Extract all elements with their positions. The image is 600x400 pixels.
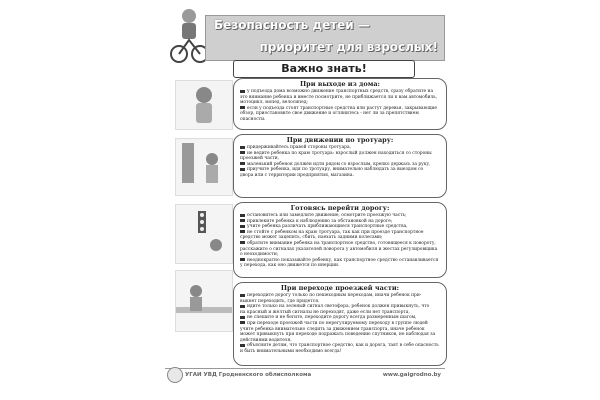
section-line: не стойте с ребенком на краю тротуара, так как при проезде транспортное: [240, 230, 440, 236]
section-line: у подъезда дома возможно движение транспортных средств, сразу обратите на: [240, 89, 440, 95]
section-line: и быть внимательными необходимо всегда!: [240, 348, 342, 354]
section-line: действиями водителя,: [240, 337, 292, 343]
section-line: привлеките ребенка к наблюдению за обстановкой на дороге;: [240, 219, 440, 225]
section-line: маленький ребенок должен идти рядом со взрослым, крепко держась за руку,: [240, 162, 440, 168]
section-line: остановитесь или замедлите движение, осмотрите проезжую часть;: [240, 213, 440, 219]
footer: [165, 368, 445, 383]
section-title: Готовясь перейти дорогу:: [290, 204, 390, 212]
section-line: может привыкнуть при переходе подражать поведению спутников, не наблюдая за: [240, 332, 436, 338]
footer-organization: УГАИ УВД Гродненского облисполкома: [185, 372, 312, 378]
leaflet-page: [165, 0, 445, 400]
road-crossing-illustration: [175, 270, 233, 332]
section-line: у перехода, как оно движется по инерции.: [240, 263, 340, 269]
section-sidewalk: [233, 134, 447, 198]
gai-emblem-icon: [167, 367, 183, 383]
cyclist-illustration: [169, 6, 209, 66]
section-line: учите ребенка различать приближающиеся транспортные средства,: [240, 224, 440, 230]
section-line: не ведите ребенка по краю тротуара: взрослый должен находиться со стороны: [240, 151, 440, 157]
section-leaving-home: [233, 78, 447, 130]
section-title: При движении по тротуару:: [286, 136, 394, 144]
section-line: обзор, приостановите свое движение и оглянитесь - нет ли за препятствием: [240, 111, 419, 117]
section-line: выкнет переходить, где придется.: [240, 298, 320, 304]
crossing-illustration: [175, 204, 233, 264]
section-line: мотоцикл, мопед, велосипед;: [240, 100, 308, 106]
section-line: учите ребенка внимательно следить за движением транспорта, иначе ребенок: [240, 326, 425, 332]
section-line: на красный и желтый сигналы не переходят, даже если нет транспорта,: [240, 309, 410, 315]
section-line: средство может зацепить, сбить, наехать задними колесами;: [240, 235, 383, 241]
section-line: если у подъезда стоят транспортные средства или растут деревья, закрывающие: [240, 106, 440, 112]
section-line: неоднократно показывайте ребенку, как транспортное средство останавливается: [240, 258, 440, 264]
section-line: переходите дорогу только по пешеходным переходам, иначи ребенок при-: [240, 293, 440, 299]
section-line: придерживайтесь правой стороны тротуара,: [240, 145, 440, 151]
section-before-crossing: [233, 202, 447, 278]
section-line: проезжей части,: [240, 156, 280, 162]
title-banner: [205, 15, 445, 61]
banner-line-1: Безопасность детей —: [214, 18, 370, 32]
section-title: При выходе из дома:: [300, 80, 380, 88]
section-title: При переходе проезжей части:: [280, 284, 400, 292]
section-line: опасности.: [240, 116, 266, 122]
section-line: обратите внимание ребенка на транспортное средство, готовящееся к повороту,: [240, 241, 440, 247]
section-line: объясните детям, что транспортное средство, как и дорога, таят в себе опасность: [240, 343, 440, 349]
section-line: не спешите и не бегите, переходите дорогу всегда размеренным шагом,: [240, 315, 440, 321]
important-label: Важно знать!: [233, 60, 415, 78]
child-illustration: [175, 80, 233, 130]
section-line: при переходе проезжей части по нерегулируемому переходу в группе людей: [240, 321, 440, 327]
section-line: приучите ребенка, идя по тротуару, внимательно наблюдать за выездом со: [240, 167, 440, 173]
banner-line-2: приоритет для взрослых!: [259, 40, 438, 54]
sidewalk-illustration: [175, 138, 233, 196]
section-crossing-road: [233, 282, 447, 366]
section-line: идите только на зеленый сигнал светофора, ребенок должен привыкнуть, что: [240, 304, 440, 310]
section-line: это внимание ребенка и вместе посмотрите, не приближается ли к вам автомобиль,: [240, 94, 437, 100]
section-line: двора или с территории предприятия, магазина.: [240, 172, 354, 178]
section-line: расскажите о сигналах указателей поворота у автомобиля и жестах регулировщика: [240, 246, 438, 252]
footer-website-link[interactable]: www.gaigrodno.by: [382, 372, 441, 378]
section-line: о неоходимости;: [240, 252, 279, 258]
